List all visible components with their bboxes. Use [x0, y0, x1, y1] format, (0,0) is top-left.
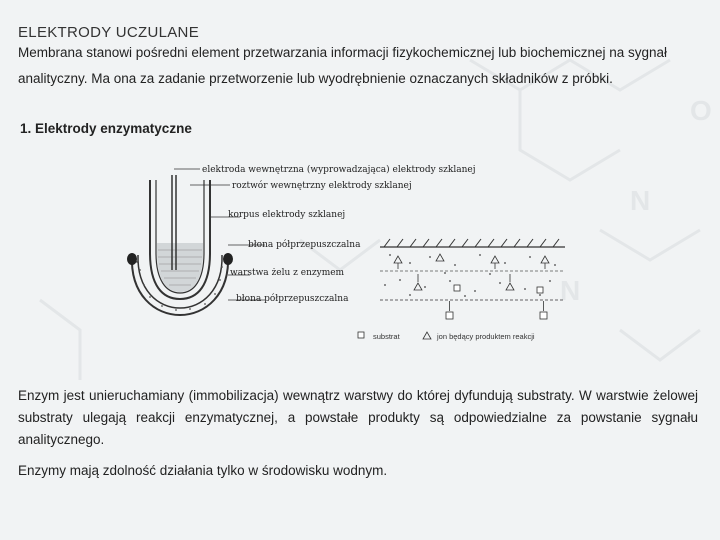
label-glass-body: korpus elektrody szklanej [228, 210, 346, 220]
intro-paragraph: Membrana stanowi pośredni element przetwarzania informacji fizykochemicznej lub biochemicznej na sygnał analityczny. Ma ona za zadanie przetworzenie lub wyodrębnienie oznaczanych składników z próbki. [18, 45, 668, 86]
label-inner-electrode: elektroda wewnętrzna (wyprowadzająca) elektrody szklanej [202, 165, 476, 175]
svg-text:N: N [630, 185, 651, 216]
legend-substrate: substrat [373, 332, 400, 341]
ion-triangle-icon [423, 332, 431, 339]
enzyme-electrode-diagram [110, 155, 590, 355]
label-inner-solution: roztwór wewnętrzny elektrody szklanej [232, 181, 412, 191]
legend-ion-product: jon będący produktem reakcji [437, 332, 535, 341]
label-membrane-bottom: błona półprzepuszczalna [236, 294, 349, 304]
membrane-cross-section [380, 239, 565, 319]
substrate-square-icon [358, 332, 364, 338]
paragraph-enzyme-immobilization: Enzym jest unieruchamiany (immobilizacja) wewnątrz warstwy do której dyfundują substraty. W warstwie żelowej substraty ulegają reakcji enzymatycznej, a powstałe produkty są odpowiedzialne za powstanie sygnału analitycznego. [18, 388, 698, 447]
svg-text:O: O [690, 95, 712, 126]
diagram-legend [358, 332, 535, 341]
electrode-body [127, 175, 233, 315]
paragraph-enzyme-aqueous: Enzymy mają zdolność działania tylko w środowisku wodnym. [18, 463, 388, 478]
svg-text:N: N [560, 275, 581, 306]
section-heading: 1. Elektrody enzymatyczne [20, 121, 192, 136]
label-gel-layer: warstwa żelu z enzymem [230, 268, 345, 278]
slide-title: ELEKTRODY UCZULANE [18, 24, 199, 42]
label-membrane-top: błona półprzepuszczalna [248, 240, 361, 250]
